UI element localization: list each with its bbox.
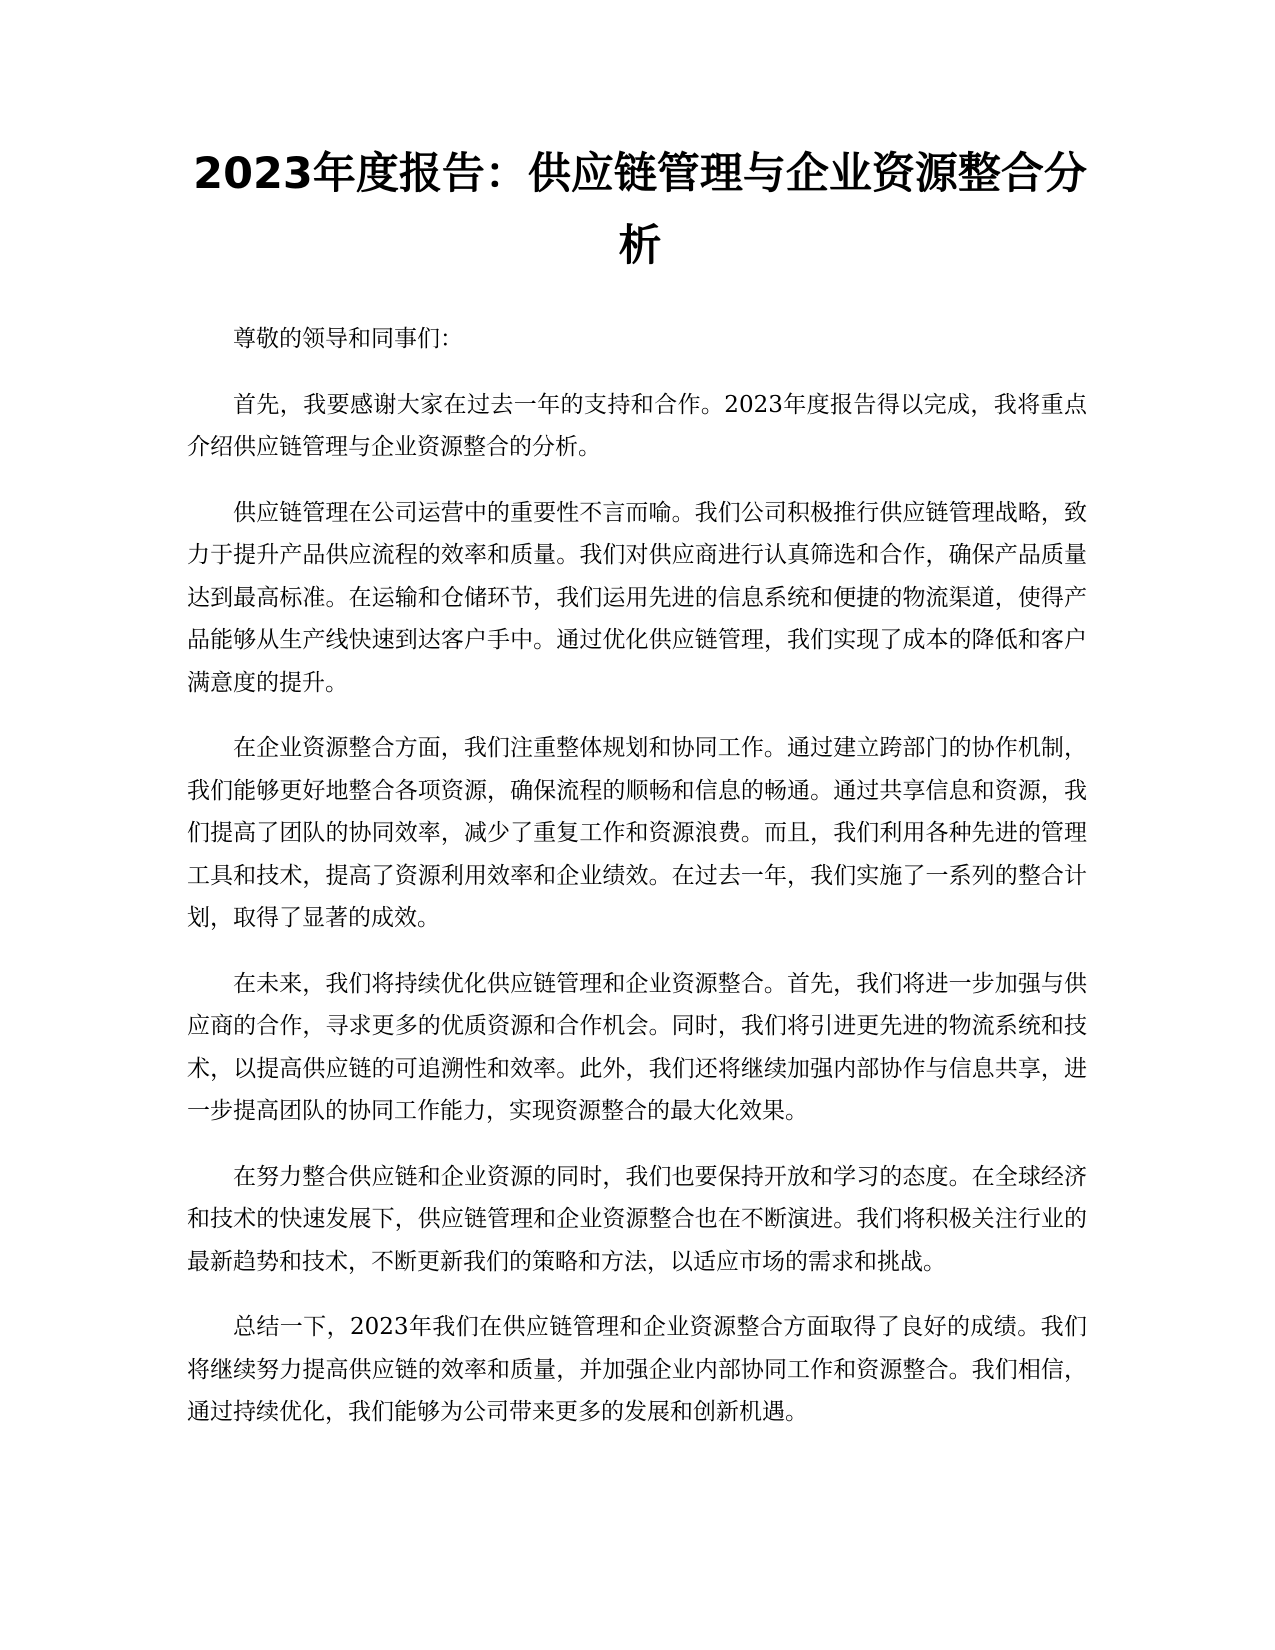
learning-attitude-paragraph: 在努力整合供应链和企业资源的同时，我们也要保持开放和学习的态度。在全球经济和技术的快速发展下，供应链管理和企业资源整合也在不断演进。我们将积极关注行业的最新趋势和技术，不断更新我们的策略和方法，以适应市场的需求和挑战。 [187,1163,1087,1275]
intro-paragraph: 首先，我要感谢大家在过去一年的支持和合作。2023年度报告得以完成，我将重点介绍供应链管理与企业资源整合的分析。 [187,391,1087,460]
future-plan-paragraph: 在未来，我们将持续优化供应链管理和企业资源整合。首先，我们将进一步加强与供应商的合作，寻求更多的优质资源和合作机会。同时，我们将引进更先进的物流系统和技术，以提高供应链的可追溯性和效率。此外，我们还将继续加强内部协作与信息共享，进一步提高团队的协同工作能力，实现资源整合的最大化效果。 [187,970,1087,1124]
supply-chain-paragraph: 供应链管理在公司运营中的重要性不言而喻。我们公司积极推行供应链管理战略，致力于提升产品供应流程的效率和质量。我们对供应商进行认真筛选和合作，确保产品质量达到最高标准。在运输和仓储环节，我们运用先进的信息系统和便捷的物流渠道，使得产品能够从生产线快速到达客户手中。通过优化供应链管理，我们实现了成本的降低和客户满意度的提升。 [187,499,1087,696]
document-title: 2023年度报告：供应链管理与企业资源整合分析 [193,149,1087,271]
summary-paragraph: 总结一下，2023年我们在供应链管理和企业资源整合方面取得了良好的成绩。我们将继续努力提高供应链的效率和质量，并加强企业内部协同工作和资源整合。我们相信，通过持续优化，我们能够为公司带来更多的发展和创新机遇。 [187,1314,1087,1425]
resource-integration-paragraph: 在企业资源整合方面，我们注重整体规划和协同工作。通过建立跨部门的协作机制，我们能够更好地整合各项资源，确保流程的顺畅和信息的畅通。通过共享信息和资源，我们提高了团队的协同效率，减少了重复工作和资源浪费。而且，我们利用各种先进的管理工具和技术，提高了资源利用效率和企业绩效。在过去一年，我们实施了一系列的整合计划，取得了显著的成效。 [187,735,1087,931]
document-body [187,318,1087,1457]
greeting-paragraph: 尊敬的领导和同事们： [233,326,463,352]
